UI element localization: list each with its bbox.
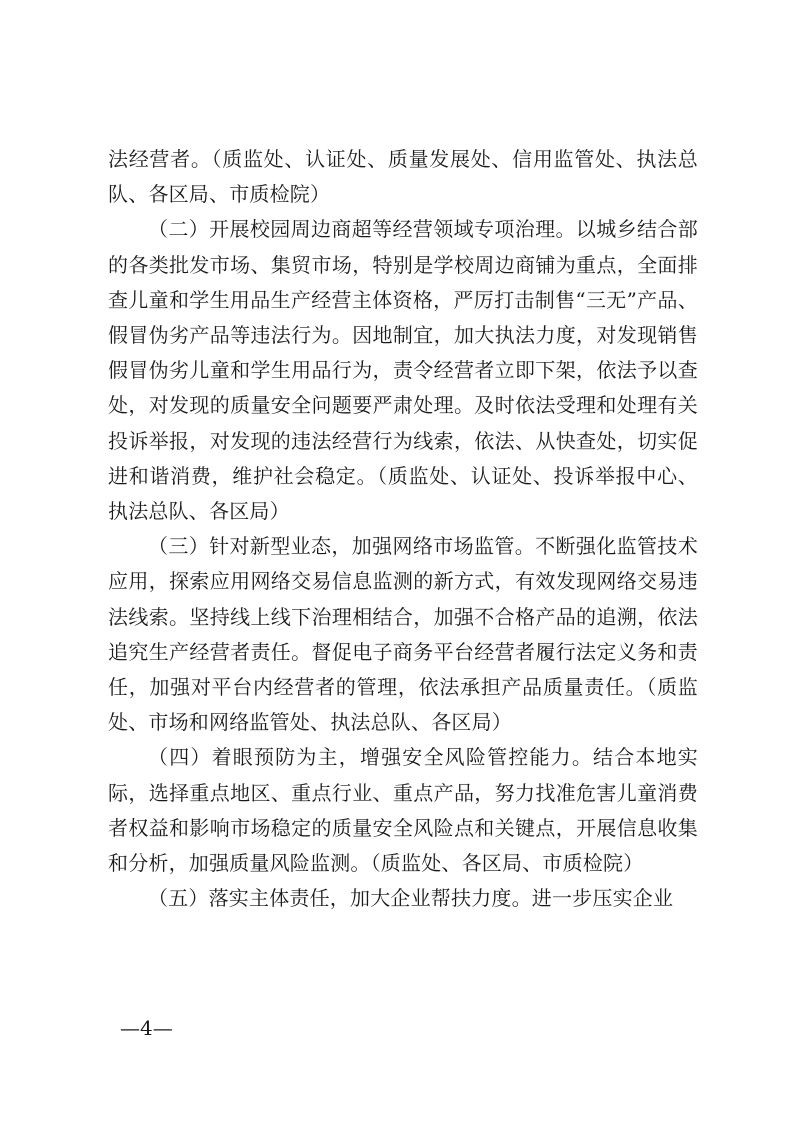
paragraph-item-5: （五）落实主体责任，加大企业帮扶力度。进一步压实企业 [148,886,674,911]
paragraph-item-3: （三）针对新型业态，加强网络市场监管。不断强化监管技术应用，探索应用网络交易信息监测的新方式，有效发现网络交易违法线索。坚持线上线下治理相结合，加强不合格产品的追溯，依法追究生产经营者责任。督促电子商务平台经营者履行法定义务和责任，加强对平台内经营者的管理，依法承担产品质量责任。（质监处、市场和网络监管处、执法总队、各区局） [108,534,698,735]
page-number: —4— [120,1016,173,1040]
paragraph-continuation: 法经营者。（质监处、认证处、质量发展处、信用监管处、执法总队、各区局、市质检院） [108,147,698,207]
paragraph-item-4: （四）着眼预防为主，增强安全风险管控能力。结合本地实际，选择重点地区、重点行业、重点产品，努力找准危害儿童消费者权益和影响市场稳定的质量安全风险点和关键点，开展信息收集和分析，加强质量风险监测。（质监处、各区局、市质检院） [108,745,698,876]
paragraph-item-2: （二）开展校园周边商超等经营领域专项治理。以城乡结合部的各类批发市场、集贸市场，特别是学校周边商铺为重点，全面排查儿童和学生用品生产经营主体资格，严厉打击制售“三无”产品、假冒伪劣产品等违法行为。因地制宜，加大执法力度，对发现销售假冒伪劣儿童和学生用品行为，责令经营者立即下架，依法予以查处，对发现的质量安全问题要严肃处理。及时依法受理和处理有关投诉举报，对发现的违法经营行为线索，依法、从快查处，切实促进和谐消费，维护社会稳定。（质监处、认证处、投诉举报中心、执法总队、各区局） [108,217,698,524]
body-text [108,142,698,916]
